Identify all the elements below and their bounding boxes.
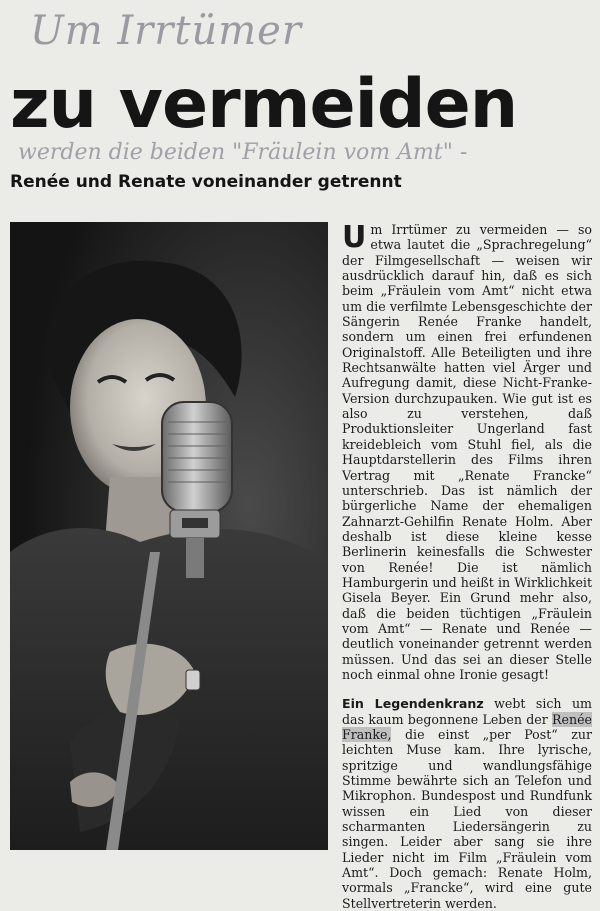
paragraph-1-text: m Irrtümer zu vermeiden — so etwa lautet die „Sprachregelung“ der Filmgesellschaft — weisen wir ausdrücklich darauf hin, daß es sich beim „Fräulein vom Amt“ nicht etwa um die verfilmte Lebensgeschichte der Sängerin Renée Franke handelt, sondern um einen frei erfundenen Originalstoff. Alle Beteiligten und ihre Rechtsanwälte hatten viel Ärger und Aufregung damit, diese Nicht-Franke-Version durchzupauken. Wie gut ist es also zu verstehen, daß Produktionsleiter Ungerland fast kreidebleich vom Stuhl fiel, als die Hauptdarstellerin des Films ihren Vertrag mit „Renate Francke“ unterschrieb. Das ist nämlich der bürgerliche Name der ehemaligen Zahnarzt-Gehilfin Renate Holm. Aber deshalb ist diese kleine kesse Berlinerin keinesfalls die Schwester von Renée! Die ist nämlich Hamburgerin und heißt in Wirklichkeit Gisela Beyer. Ein Grund mehr also, daß die beiden tüchtigen „Fräulein vom Amt“ — Renate und Renée — deutlich voneinander getrennt werden müssen. Und das sei an dieser Stelle noch einmal ohne Ironie gesagt! (342, 222, 592, 682)
highlighted-name: Renée Franke, (342, 711, 592, 742)
singer-photo (10, 222, 328, 850)
article-body (342, 222, 592, 911)
drop-cap: U (342, 220, 367, 255)
paragraph-2-text-b: die einst „per Post“ zur leichten Muse kam. Ihre lyrische, spritzige und wandlungsfähige Stimme bewährte sich an Telefon und Mikrophon. Bundespost und Rundfunk wissen ein Lied von dieser scharmanten Liedersängerin zu singen. Leider aber sang sie ihre Lieder nicht im Film „Fräulein vom Amt“. Doch gemach: Renate Holm, vormals „Francke“, wird eine gute Stellvertreterin werden. (342, 727, 592, 911)
singer-photo-illustration (10, 222, 328, 850)
headline: zu vermeiden (10, 65, 518, 144)
paragraph-1 (342, 222, 592, 682)
handwritten-annotation-mid: werden die beiden "Fräulein vom Amt" - (18, 140, 468, 165)
paragraph-2-text-a: webt sich um das kaum begonnene Leben der (342, 696, 593, 727)
paragraph-2-lead: Ein Legendenkranz (342, 696, 484, 712)
paragraph-2 (342, 696, 592, 911)
subheadline: Renée und Renate voneinander getrennt (10, 172, 402, 192)
handwritten-annotation-top: Um Irrtümer (30, 8, 302, 54)
